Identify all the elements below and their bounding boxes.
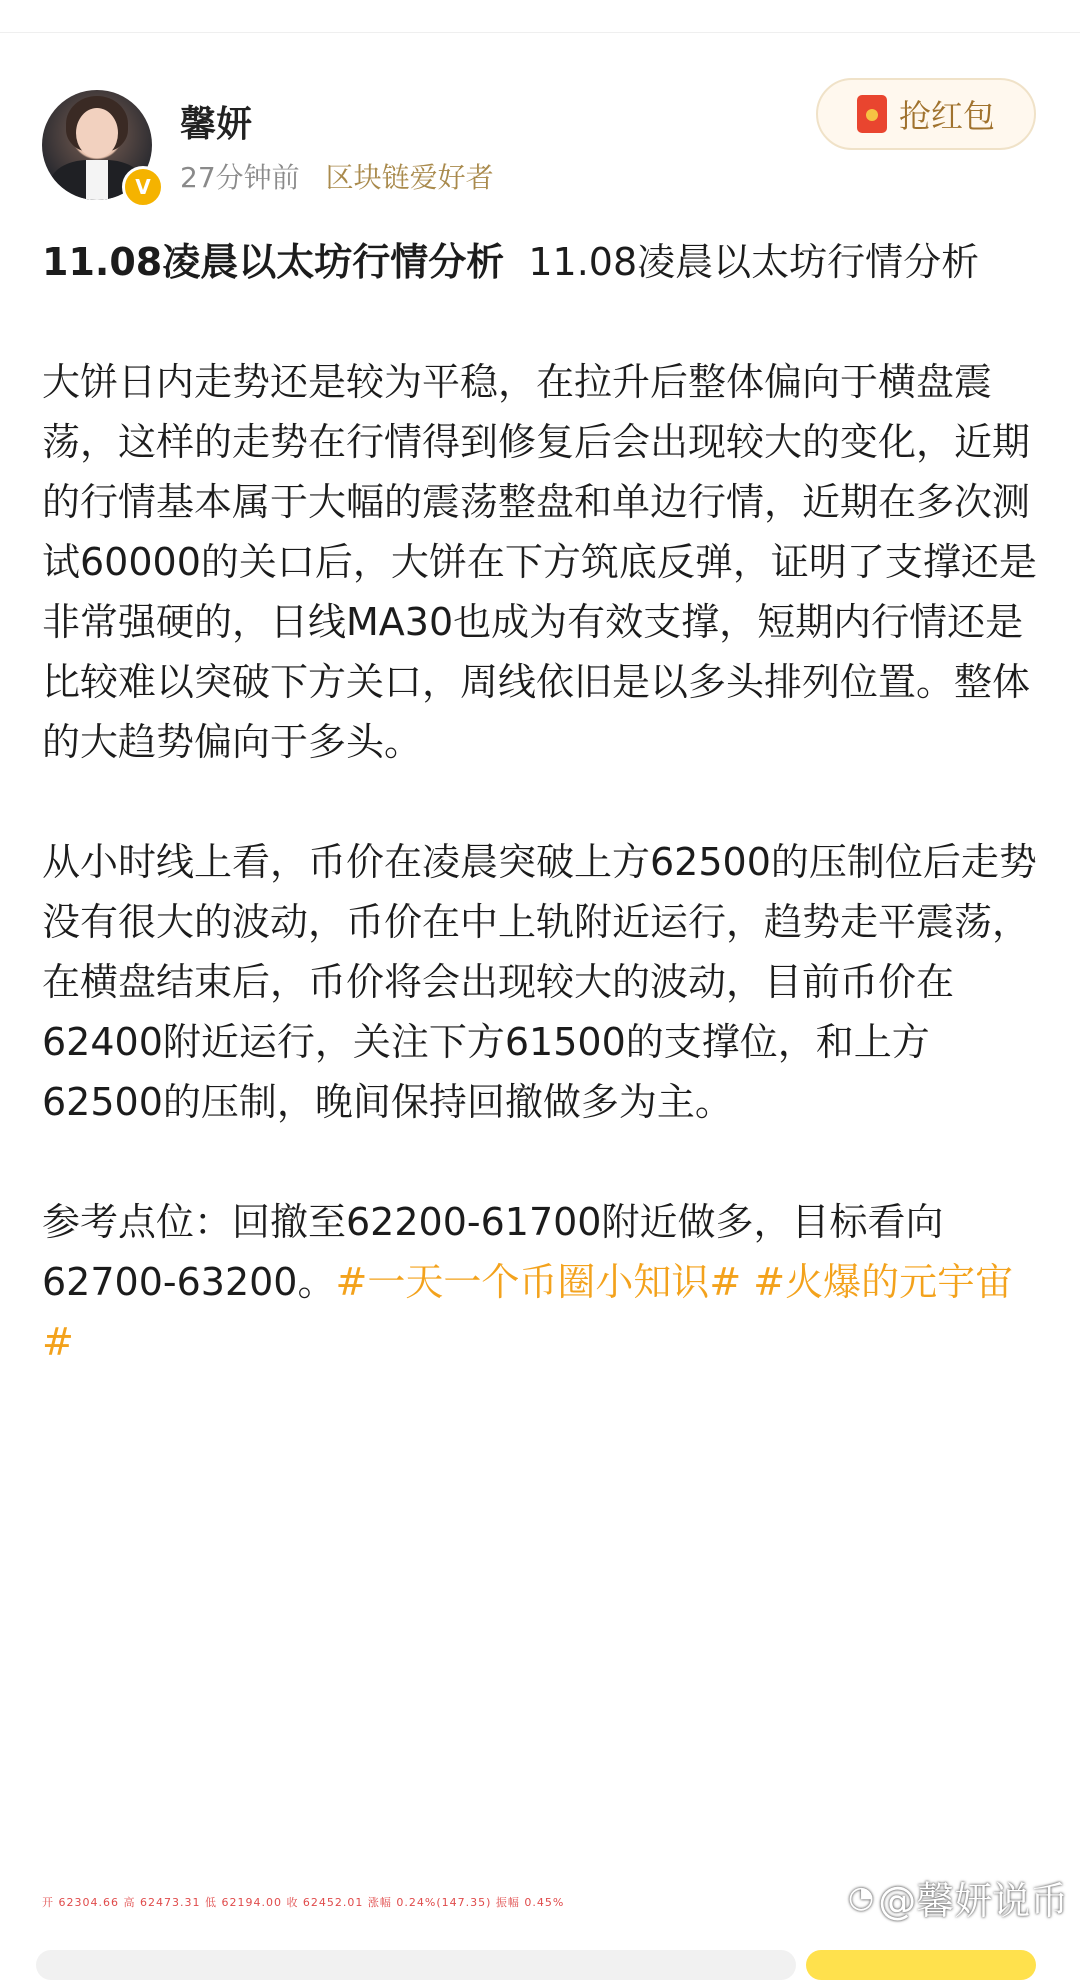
post-meta — [180, 156, 494, 196]
paragraph-3-text: 参考点位：回撤至62200-61700附近做多，目标看向62700-63200。 — [42, 1200, 944, 1304]
post-title — [42, 232, 1038, 292]
red-packet-icon — [857, 95, 887, 133]
post-content — [42, 232, 1038, 1432]
verified-badge-icon: V — [122, 166, 164, 208]
avatar-face — [76, 108, 118, 158]
watermark-text: @馨妍说币 — [878, 1879, 1069, 1923]
post-source[interactable]: 区块链爱好者 — [325, 161, 494, 194]
avatar-shirt — [86, 160, 108, 200]
post-time: 27分钟前 — [180, 161, 300, 194]
watermark — [848, 1870, 1068, 1925]
red-packet-label: 抢红包 — [898, 97, 995, 135]
attached-image-strip[interactable]: 开 62304.66 高 62473.31 低 62194.00 收 62452.01 涨幅 0.24%(147.35) 振幅 0.45% — [42, 1896, 565, 1909]
top-bar — [0, 0, 1080, 33]
action-button[interactable] — [806, 1950, 1036, 1980]
paragraph-2: 从小时线上看，币价在凌晨突破上方62500的压制位后走势没有很大的波动，币价在中上轨附近运行，趋势走平震荡，在横盘结束后，币价将会出现较大的波动，目前币价在62400附近运行，关注下方61500的支撑位，和上方62500的压制，晚间保持回撤做多为主。 — [42, 840, 1037, 1124]
comment-input[interactable] — [36, 1950, 796, 1980]
post-header — [0, 70, 1080, 210]
hashtag-link[interactable]: #火爆的元宇宙# — [42, 1260, 1014, 1364]
red-packet-button[interactable] — [816, 78, 1036, 150]
bottom-bar — [0, 1946, 1080, 1962]
post-title-bold: 11.08凌晨以太坊行情分析 — [42, 240, 505, 284]
author-name[interactable]: 馨妍 — [180, 104, 253, 145]
paragraph-3 — [42, 1192, 1038, 1372]
hashtag-link[interactable]: #一天一个币圈小知识# — [335, 1260, 742, 1304]
paragraph-1: 大饼日内走势还是较为平稳，在拉升后整体偏向于横盘震荡，这样的走势在行情得到修复后会出现较大的变化，近期的行情基本属于大幅的震荡整盘和单边行情，近期在多次测试60000的关口后，大饼在下方筑底反弹，证明了支撑还是非常强硬的，日线MA30也成为有效支撑，短期内行情还是比较难以突破下方关口，周线依旧是以多头排列位置。整体的大趋势偏向于多头。 — [42, 360, 1037, 764]
post-title-rest: 11.08凌晨以太坊行情分析 — [528, 240, 980, 284]
weibo-logo-icon: ◔ — [848, 1880, 875, 1915]
